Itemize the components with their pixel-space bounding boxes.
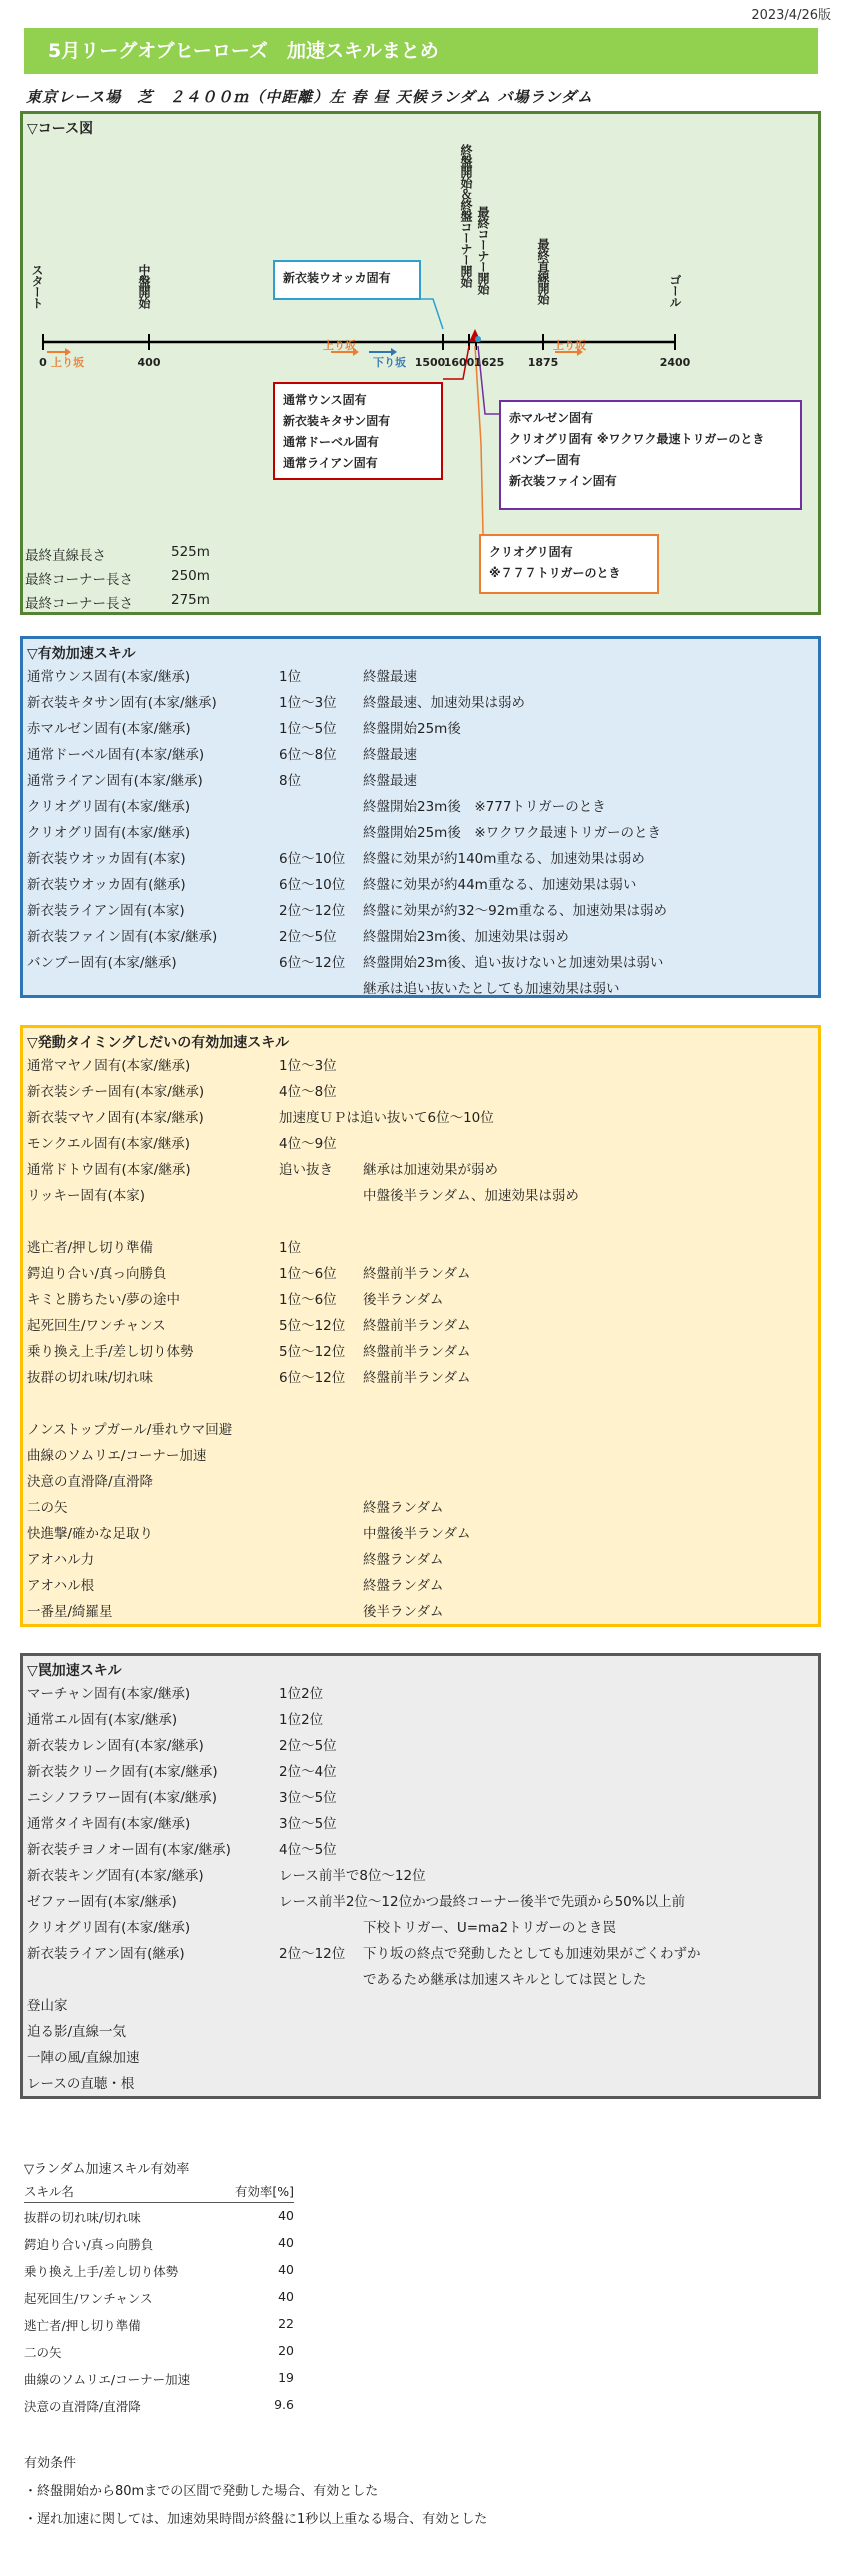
mid-start-label: 中盤開始: [137, 264, 151, 308]
timing-col-1: 二の矢: [27, 1500, 68, 1516]
random-row: [24, 2339, 294, 2365]
timing-col-1: ノンストップガール/垂れウマ回避: [27, 1422, 233, 1438]
timing-col-2: 1位～6位: [279, 1266, 337, 1282]
random-skill-name: 曲線のソムリエ/コーナー加速: [24, 2372, 191, 2387]
effective-col-1: 通常ライアン固有(本家/継承): [27, 773, 203, 789]
course-header: ▽コース図: [27, 121, 94, 137]
timing-col-2: 追い抜き: [279, 1162, 333, 1178]
timing-col-1: 新衣装シチー固有(本家/継承): [27, 1084, 205, 1100]
timing-row: [23, 1574, 813, 1600]
effective-col-3: 継承は追い抜いたとしても加速効果は弱い: [363, 981, 620, 997]
effective-col-1: 通常ドーベル固有(本家/継承): [27, 747, 205, 763]
random-skill-rate: 40: [278, 2235, 294, 2250]
random-row: [24, 2393, 294, 2419]
trap-col-1: 新衣装チヨノオー固有(本家/継承): [27, 1842, 231, 1858]
trap-row: [23, 2072, 813, 2098]
trap-col-1: クリオグリ固有(本家/継承): [27, 1920, 191, 1936]
effective-col-2: 1位～5位: [279, 721, 337, 737]
goal-label: ゴール: [668, 274, 682, 307]
timing-row: [23, 1080, 813, 1106]
timing-col-3: 継承は加速効果が弱め: [363, 1162, 498, 1178]
timing-col-1: 鍔迫り合い/真っ向勝負: [27, 1266, 167, 1282]
info-label-2: 最終コーナー長さ: [25, 572, 133, 588]
trap-col-2: レース前半2位～12位かつ最終コーナー後半で先頭から50%以上前: [279, 1894, 686, 1910]
random-row: [24, 2231, 294, 2257]
effective-col-3: 終盤開始23m後 ※777トリガーのとき: [363, 799, 606, 815]
trap-col-1: マーチャン固有(本家/継承): [27, 1686, 191, 1702]
timing-col-1: 快進撃/確かな足取り: [27, 1526, 154, 1542]
timing-col-3: 終盤前半ランダム: [363, 1266, 471, 1282]
effective-col-2: 6位～8位: [279, 747, 337, 763]
trap-col-3: であるため継承は加速スキルとしては罠とした: [363, 1972, 647, 1988]
random-skill-rate: 40: [278, 2208, 294, 2223]
effective-row: [23, 717, 813, 743]
race-conditions: 東京レース場 芝 ２４００ｍ（中距離）左 春 昼 天候ランダム バ場ランダム: [26, 88, 593, 106]
effective-col-1: 新衣装キタサン固有(本家/継承): [27, 695, 217, 711]
info-value-3: 275m: [171, 592, 210, 608]
random-skill-rate: 40: [278, 2262, 294, 2277]
trap-col-2: 2位～4位: [279, 1764, 337, 1780]
timing-col-1: 乗り換え上手/差し切り体勢: [27, 1344, 194, 1360]
timing-col-1: 逃亡者/押し切り準備: [27, 1240, 154, 1256]
random-skill-name: 起死回生/ワンチャンス: [24, 2291, 153, 2306]
effective-col-2: 1位: [279, 669, 302, 685]
trap-row: [23, 2020, 813, 2046]
effective-col-3: 終盤開始23m後、加速効果は弱め: [363, 929, 569, 945]
timing-col-1: アオハル根: [27, 1578, 95, 1594]
effective-col-2: 8位: [279, 773, 302, 789]
orange-leader: [475, 346, 483, 534]
random-skill-name: 鍔迫り合い/真っ向勝負: [24, 2237, 154, 2252]
random-row: [24, 2258, 294, 2284]
effective-row: [23, 743, 813, 769]
red-skill-box: [273, 382, 443, 480]
effective-skills-panel: [20, 636, 821, 998]
effective-col-3: 終盤開始25m後: [363, 721, 461, 737]
col-rate-header: 有効率[%]: [234, 2184, 294, 2199]
timing-col-3: 後半ランダム: [363, 1292, 444, 1308]
trap-col-1: 登山家: [27, 1998, 68, 2014]
timing-col-2: 5位～12位: [279, 1318, 346, 1334]
effective-row: [23, 665, 813, 691]
trap-col-1: 一陣の風/直線加速: [27, 2050, 140, 2066]
blue-marker: [475, 336, 481, 342]
trap-col-1: 新衣装キング固有(本家/継承): [27, 1868, 204, 1884]
trap-col-2: 2位～12位: [279, 1946, 346, 1962]
trap-row: [23, 1682, 813, 1708]
trap-col-2: 1位2位: [279, 1686, 324, 1702]
tick-label-1625: 1625: [473, 356, 505, 369]
timing-col-3: 中盤後半ランダム: [363, 1526, 471, 1542]
purple-skill-3: バンブー固有: [509, 453, 581, 467]
effective-header: ▽有効加速スキル: [27, 646, 136, 662]
effective-col-2: 1位～3位: [279, 695, 337, 711]
blue-skill-box: [273, 260, 421, 300]
purple-skill-2: クリオグリ固有 ※ワクワク最速トリガーのとき: [509, 432, 765, 446]
random-skill-rate: 22: [278, 2316, 294, 2331]
timing-col-3: 終盤ランダム: [363, 1578, 444, 1594]
effective-row: [23, 821, 813, 847]
effective-col-1: バンブー固有(本家/継承): [27, 955, 177, 971]
timing-row: [23, 1288, 813, 1314]
effective-col-3: 終盤に効果が約32～92m重なる、加速効果は弱め: [363, 903, 668, 919]
trap-col-1: ゼファー固有(本家/継承): [27, 1894, 177, 1910]
trap-col-2: 3位～5位: [279, 1790, 337, 1806]
effective-col-1: 通常ウンス固有(本家/継承): [27, 669, 191, 685]
effective-col-3: 終盤最速: [363, 773, 417, 789]
effective-col-3: 終盤最速、加速効果は弱め: [363, 695, 525, 711]
red-skill-4: 通常ライアン固有: [283, 456, 378, 470]
timing-row: [23, 1600, 813, 1626]
random-row: [24, 2204, 294, 2230]
timing-col-3: 終盤前半ランダム: [363, 1318, 471, 1334]
timing-col-1: 一番星/綺羅星: [27, 1604, 113, 1620]
timing-col-3: 後半ランダム: [363, 1604, 444, 1620]
trap-col-1: ニシノフラワー固有(本家/継承): [27, 1790, 218, 1806]
course-panel: [20, 111, 821, 615]
info-label-3: 最終コーナー長さ: [25, 596, 133, 612]
col-name-header: スキル名: [24, 2184, 74, 2199]
effective-row: [23, 925, 813, 951]
timing-row: [23, 1522, 813, 1548]
trap-col-1: レースの直聴・根: [27, 2076, 135, 2092]
tick-label-1500: 1500: [414, 356, 446, 369]
effective-col-2: 2位～12位: [279, 903, 346, 919]
random-skill-name: 二の矢: [24, 2345, 62, 2360]
orange-skill-box: [479, 534, 659, 594]
trap-row: [23, 1864, 813, 1890]
trap-col-1: 新衣装ライアン固有(継承): [27, 1946, 185, 1962]
timing-col-3: 中盤後半ランダム、加速効果は弱め: [363, 1188, 579, 1204]
timing-col-1: 新衣装マヤノ固有(本家/継承): [27, 1110, 204, 1126]
timing-col-2: 加速度ＵＰは追い抜いて6位～10位: [279, 1110, 494, 1126]
effective-row: [23, 977, 813, 1003]
tick-label-1875: 1875: [527, 356, 559, 369]
timing-row: [23, 1262, 813, 1288]
random-row: [24, 2366, 294, 2392]
timing-row: [23, 1548, 813, 1574]
effective-col-1: 新衣装ファイン固有(本家/継承): [27, 929, 218, 945]
timing-row: [23, 1314, 813, 1340]
timing-col-2: 1位: [279, 1240, 302, 1256]
red-skill-3: 通常ドーベル固有: [283, 435, 380, 449]
effective-col-2: 6位～10位: [279, 877, 346, 893]
trap-col-3: 下校トリガー、U=ma2トリガーのとき罠: [363, 1920, 616, 1936]
timing-col-2: 6位～12位: [279, 1370, 346, 1386]
effective-row: [23, 899, 813, 925]
effective-col-1: クリオグリ固有(本家/継承): [27, 799, 191, 815]
effective-col-1: 新衣装ウオッカ固有(本家): [27, 851, 186, 867]
final-corner-start-label: 終盤開始＆終盤コーナー開始: [459, 144, 473, 287]
trap-col-1: 新衣装クリーク固有(本家/継承): [27, 1764, 218, 1780]
trap-row: [23, 1734, 813, 1760]
random-skill-rate: 20: [278, 2343, 294, 2358]
timing-row: [23, 1210, 813, 1236]
random-row: [24, 2285, 294, 2311]
timing-col-1: リッキー固有(本家): [27, 1188, 145, 1204]
effective-col-2: 6位～12位: [279, 955, 346, 971]
timing-row: [23, 1418, 813, 1444]
timing-row: [23, 1132, 813, 1158]
effective-col-1: 新衣装ライアン固有(本家): [27, 903, 185, 919]
random-skill-name: 逃亡者/押し切り準備: [24, 2318, 141, 2333]
start-label: スタート: [30, 264, 44, 308]
trap-row: [23, 1812, 813, 1838]
trap-col-2: レース前半で8位～12位: [279, 1868, 426, 1884]
tick-label-400: 400: [137, 356, 161, 369]
effective-col-3: 終盤に効果が約140m重なる、加速効果は弱め: [363, 851, 645, 867]
timing-col-1: アオハル力: [27, 1552, 95, 1568]
random-skill-name: 抜群の切れ味/切れ味: [24, 2210, 141, 2225]
effective-col-1: 新衣装ウオッカ固有(継承): [27, 877, 186, 893]
purple-skill-4: 新衣装ファイン固有: [509, 474, 617, 488]
red-skill-1: 通常ウンス固有: [283, 393, 367, 407]
trap-header: ▽罠加速スキル: [27, 1663, 122, 1679]
random-skill-name: 乗り換え上手/差し切り体勢: [24, 2264, 179, 2279]
trap-row: [23, 1760, 813, 1786]
slope-down-label: 下り坂: [373, 356, 406, 369]
timing-col-1: 通常ドトウ固有(本家/継承): [27, 1162, 191, 1178]
timing-row: [23, 1470, 813, 1496]
cond-title: 有効条件: [24, 2456, 77, 2471]
trap-row: [23, 1708, 813, 1734]
effective-row: [23, 951, 813, 977]
timing-row: [23, 1236, 813, 1262]
trap-skills-panel: [20, 1653, 821, 2099]
timing-col-2: 4位～8位: [279, 1084, 337, 1100]
effective-row: [23, 873, 813, 899]
effective-col-1: 赤マルゼン固有(本家/継承): [27, 721, 191, 737]
timing-col-1: 通常マヤノ固有(本家/継承): [27, 1058, 191, 1074]
random-skill-rate: 40: [278, 2289, 294, 2304]
timing-col-1: モンクエル固有(本家/継承): [27, 1136, 191, 1152]
tick-label-2400: 2400: [659, 356, 691, 369]
timing-row: [23, 1496, 813, 1522]
trap-row: [23, 2046, 813, 2072]
timing-col-1: キミと勝ちたい/夢の途中: [27, 1292, 181, 1308]
timing-col-2: 5位～12位: [279, 1344, 346, 1360]
timing-row: [23, 1158, 813, 1184]
effective-row: [23, 795, 813, 821]
timing-row: [23, 1054, 813, 1080]
info-value-2: 250m: [171, 568, 210, 584]
slope-up-label-1: 上り坂: [51, 356, 84, 369]
trap-col-2: 2位～5位: [279, 1738, 337, 1754]
timing-col-1: 抜群の切れ味/切れ味: [27, 1370, 154, 1386]
info-value-1: 525m: [171, 544, 210, 560]
blue-skill-text: 新衣装ウオッカ固有: [283, 271, 391, 285]
timing-header: ▽発動タイミングしだいの有効加速スキル: [27, 1035, 290, 1051]
info-label-1: 最終直線長さ: [25, 548, 106, 564]
version-date: 2023/4/26版: [751, 8, 831, 23]
timing-row: [23, 1340, 813, 1366]
random-skill-rate: 9.6: [274, 2397, 294, 2412]
effective-col-1: クリオグリ固有(本家/継承): [27, 825, 191, 841]
timing-col-2: 4位～9位: [279, 1136, 337, 1152]
trap-row: [23, 1838, 813, 1864]
trap-col-1: 通常エル固有(本家/継承): [27, 1712, 178, 1728]
effective-col-2: 6位～10位: [279, 851, 346, 867]
timing-col-1: 起死回生/ワンチャンス: [27, 1318, 166, 1334]
effective-col-3: 終盤に効果が約44m重なる、加速効果は弱い: [363, 877, 637, 893]
purple-skill-box: [499, 400, 802, 510]
effective-col-2: 2位～5位: [279, 929, 337, 945]
trap-row: [23, 1916, 813, 1942]
timing-col-1: 決意の直滑降/直滑降: [27, 1474, 154, 1490]
last-corner-label: 最終コーナー開始: [476, 206, 490, 294]
effective-col-3: 終盤最速: [363, 669, 417, 685]
trap-row: [23, 1994, 813, 2020]
last-straight-label: 最終直線開始: [536, 238, 550, 304]
trap-row: [23, 1890, 813, 1916]
red-skill-2: 新衣装キタサン固有: [283, 414, 391, 428]
trap-row: [23, 1942, 813, 1968]
slope-up-label-2: 上り坂: [323, 339, 356, 352]
slope-up-label-3: 上り坂: [553, 339, 586, 352]
effective-row: [23, 691, 813, 717]
blue-leader: [421, 299, 443, 329]
tick-label-1600: 1600: [443, 356, 475, 369]
trap-col-1: 新衣装カレン固有(本家/継承): [27, 1738, 204, 1754]
random-skill-name: 決意の直滑降/直滑降: [24, 2399, 141, 2414]
timing-row: [23, 1184, 813, 1210]
timing-col-3: 終盤前半ランダム: [363, 1344, 471, 1360]
trap-row: [23, 1968, 813, 1994]
timing-row: [23, 1392, 813, 1418]
trap-col-1: 迫る影/直線一気: [27, 2024, 127, 2040]
orange-skill-1: クリオグリ固有: [489, 545, 573, 559]
cond-2: ・遅れ加速に関しては、加速効果時間が終盤に1秒以上重なる場合、有効とした: [24, 2512, 488, 2527]
effective-row: [23, 847, 813, 873]
timing-col-3: 終盤前半ランダム: [363, 1370, 471, 1386]
effective-col-3: 終盤最速: [363, 747, 417, 763]
timing-row: [23, 1444, 813, 1470]
tick-label-0: 0: [39, 356, 47, 369]
trap-col-3: 下り坂の終点で発動したとしても加速効果がごくわずか: [363, 1946, 701, 1962]
random-row: [24, 2312, 294, 2338]
effective-col-3: 終盤開始23m後、追い抜けないと加速効果は弱い: [363, 955, 664, 971]
timing-skills-panel: [20, 1025, 821, 1627]
trap-row: [23, 1786, 813, 1812]
trap-col-2: 4位～5位: [279, 1842, 337, 1858]
effective-row: [23, 769, 813, 795]
timing-row: [23, 1106, 813, 1132]
cond-1: ・終盤開始から80mまでの区間で発動した場合、有効とした: [24, 2484, 379, 2499]
purple-skill-1: 赤マルゼン固有: [509, 411, 594, 425]
trap-col-2: 1位2位: [279, 1712, 324, 1728]
timing-row: [23, 1366, 813, 1392]
effective-col-3: 終盤開始25m後 ※ワクワク最速トリガーのとき: [363, 825, 662, 841]
timing-col-2: 1位～3位: [279, 1058, 337, 1074]
timing-col-3: 終盤ランダム: [363, 1500, 444, 1516]
orange-skill-2: ※７７７トリガーのとき: [489, 566, 621, 580]
random-table-header: [24, 2180, 294, 2203]
random-title: ▽ランダム加速スキル有効率: [24, 2162, 190, 2177]
timing-col-3: 終盤ランダム: [363, 1552, 444, 1568]
timing-col-2: 1位～6位: [279, 1292, 337, 1308]
trap-col-2: 3位～5位: [279, 1816, 337, 1832]
timing-col-1: 曲線のソムリエ/コーナー加速: [27, 1448, 207, 1464]
random-skill-rate: 19: [278, 2370, 294, 2385]
trap-col-1: 通常タイキ固有(本家/継承): [27, 1816, 191, 1832]
page-title: 5月リーグオブヒーローズ 加速スキルまとめ: [24, 28, 818, 74]
